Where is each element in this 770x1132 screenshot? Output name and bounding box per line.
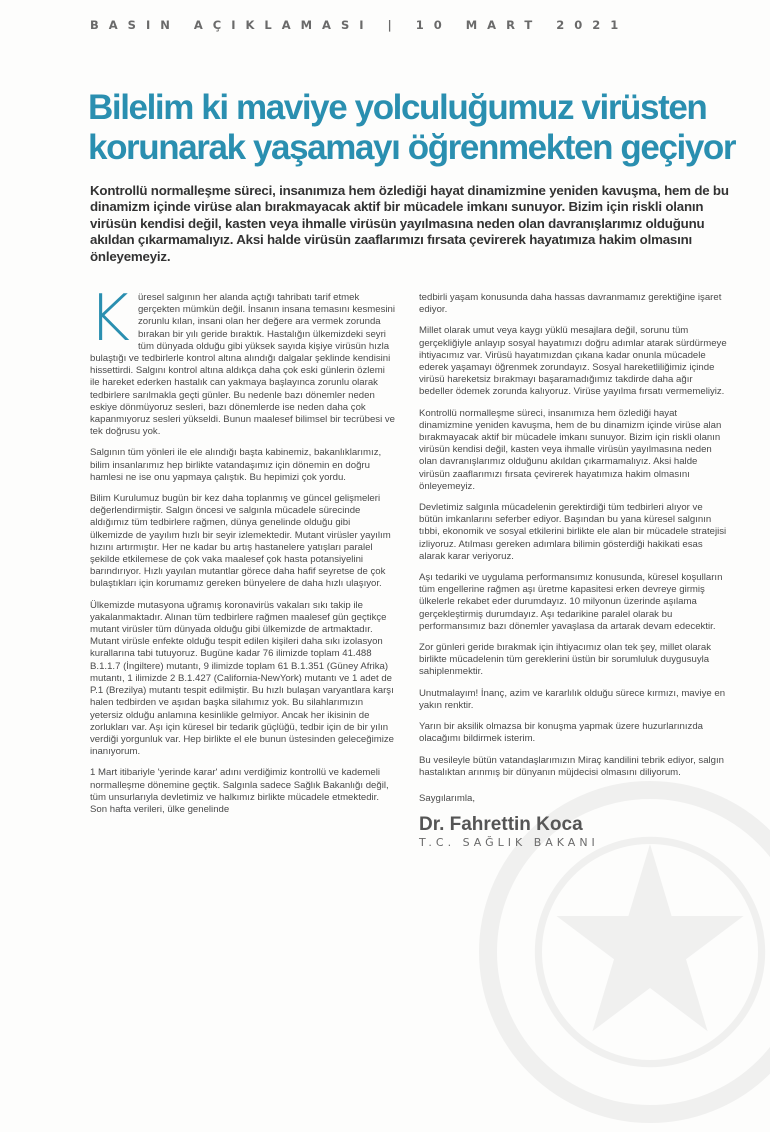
lead-paragraph: Kontrollü normalleşme süreci, insanımıza hem özlediği hayat dinamizmine yeniden kavuşma, hem de bu dinamizm içinde virüse alan bırakmayacak aktif bir mücadele imkanı sunuyor. Bizim için riskli olanın virüsün kendisi değil, kasten veya ihmalle virüsün yayılmasına neden olan davranışlarımız olduğunu akıldan çıkarmamalıyız. Aksi halde virüsün zaaflarımızı fırsata çevirerek hayatımıza hakim olmasını önleyemeyiz. [90, 183, 729, 264]
left-column [88, 282, 396, 825]
page-title: Bilelim ki maviye yolculuğumuz virüsten korunarak yaşamayı öğrenmekten geçiyor [88, 88, 736, 167]
paragraph: Yarın bir aksilik olmazsa bir konuşma yapmak üzere huzurlarınızda olacağımı bildirmek isterim. [419, 721, 704, 745]
drop-cap: K [88, 282, 130, 356]
paragraph: 1 Mart itibariyle 'yerinde karar' adını verdiğimiz kontrollü ve kademeli normalleşme dönemine geçtik. Salgınla sadece Sağlık Bakanlığı değil, tüm unsurlarıyla devletimiz ve halkımız birlikte mücadele etmektedir. Son hafta verileri, ülke genelinde [90, 767, 389, 815]
paragraph: Bu vesileyle bütün vatandaşlarımızın Miraç kandilini tebrik ediyor, salgın hastalıktan arınmış bir dünyanın müjdecisi olmasını diliyorum. [419, 754, 725, 778]
signature-role: T.C. SAĞLIK BAKANI [419, 836, 599, 850]
paragraph: Zor günleri geride bırakmak için ihtiyacımız olan tek şey, millet olarak birlikte mücadelenin tüm gereklerini üstün bir sorumluluk duygusuyla sahiplenmektir. [419, 642, 712, 678]
paragraph [88, 282, 396, 438]
paragraph: Kontrollü normalleşme süreci, insanımıza hem özlediği hayat dinamizmine yeniden kavuşma, hem de bu dinamizm içinde virüse alan bırakmayacak aktif bir mücadele imkanı sunuyor. Bizim için riskli olanın virüsün kendisi değil, kasten veya ihmalle virüsün yayılmasına neden olan davranışlarımız olduğunu akıldan çıkarmamalıyız. Aksi halde virüsün zaaflarımızı fırsata çevirerek hayatımıza hakim olmasını önleyemeyiz. [419, 407, 722, 492]
signature-name: Dr. Fahrettin Koca [419, 814, 583, 836]
press-release-header: BASIN AÇIKLAMASI | 10 MART 2021 [90, 18, 629, 32]
paragraph: Unutmalayım! İnanç, azim ve kararlılık olduğu sürece kırmızı, maviye en yakın renktir. [419, 687, 726, 711]
paragraph: Bilim Kurulumuz bugün bir kez daha toplanmış ve güncel gelişmeleri değerlendirmiştir. Salgın öncesi ve salgınla mücadele sürecinde aldığımız tüm tedbirlere rağmen, dünya genelinde olduğu gibi ülkemizde de yayılım hızlı bir seyir izlemektedir. Mutant virüsler yayılım hızını artırmıştır. Her ne kadar bu artış hastanelere yatışları paralel şekilde etkilemese de çok vaka maalesef çok hasta potansiyelini barındırıyor. Hızlı yayılan mutantlar görece daha hafif seyretse de çok bulaştıkları için korumamız gereken bünyelere de daha hızlı ulaşıyor. [90, 493, 391, 590]
paragraph: Ülkemizde mutasyona uğramış koronavirüs vakaları sıkı takip ile yakalanmaktadır. Alınan tüm tedbirlere rağmen maalesef gün geçtikçe mutant virüsler tüm dünyada olduğu gibi ülkemizde de artmaktadır. Mutant virüsle enfekte olduğu tespit edilen kişileri daha sıkı izolasyon kurallarına tabi tutuyoruz. Bugüne kadar 76 ilimizde toplam 41.488 B.1.1.7 (İngiltere) mutantı, 9 ilimizde toplam 61 B.1.351 (Güney Afrika) mutantı, 1 ilimizde 2 B.1.427 (California-NewYork) mutantı ve 1 adet de P.1 (Brezilya) mutantı tespit edilmiştir. Bu hızlı bulaşan varyantlara karşı halen tedbirden ve aşıdan başka silahımız yok. Bu silahlarımızın yetersiz olduğu anlamına kesinlikle gelmiyor. Ancak her ikisinin de zorlukları var. Aşı için küresel bir tedarik güçlüğü, tedbir için de bir yılın verdiği yorgunluk var. Hep birlikte el ele bunun üstesinden geleceğimize inanıyorum. [90, 599, 394, 758]
ministry-emblem-watermark-icon [470, 772, 770, 1132]
paragraph-text: üresel salgının her alanda açtığı tahribatı tarif etmek gerçekten mümkün değil. İnsanın insana temasını kesmesini zorunlu kılan, insani olan her değere ara vermek zorunda bırakan bir yılı geride bıraktık. Hastalığın ülkemizdeki seyri tüm dünyada olduğu gibi yüksek sayıda kişiye virüsün hızla bulaştığı ve tedbirlerle kontrol altına alındığı dalgalar şeklinde kendisini hissettirdi. Salgını kontrol altına aldıkça daha çok eski günlerin özlemi ile hareket ederken hastalık can yakmaya başlayınca zorunlu olarak tedbirlere sarılmakla geçti günler. Bu nedenle bazı dönemler neden eskiye dönmüyoruz sesleri, bazı dönemlerde ise neden daha çok kapanmıyoruz sesleri yükseldi. Bunun maalesef bilimsel bir tecrübesi ve tek doğrusu yok. [90, 292, 396, 438]
paragraph: Devletimiz salgınla mücadelenin gerektirdiği tüm tedbirleri alıyor ve bütün imkanlarını seferber ediyor. Başından bu yana küresel salgının tıbbi, ekonomik ve sosyal etkilerini birlikte ele alan bir mücadele stratejisi izliyoruz. Atılması gereken adımlara bilimin gösterdiği hakikati esas alarak karar veriyoruz. [419, 502, 727, 562]
paragraph: tedbirli yaşam konusunda daha hassas davranmamız gerektiğine işaret ediyor. [419, 292, 722, 316]
paragraph: Salgının tüm yönleri ile ele alındığı başta kabinemiz, bakanlıklarımız, bilim insanlarımız hep birlikte vatandaşımız için dönemin en doğru hamlesi ne ise onu yapmaya çalıştık. Bu hepimizi çok yordu. [90, 447, 382, 483]
paragraph: Aşı tedariki ve uygulama performansımız konusunda, küresel koşulların tüm engellerine rağmen aşı üretme kapasitesi erken devreye girmiş ülkelerle rekabet eder durumdayız. 10 milyonun üzerinde aşılama gerçekleştirmiş durumdayız. Aşı tedarikine paralel olarak bu performansımız bazı dönemler yavaşlasa da artarak devam edecektir. [419, 572, 723, 632]
right-column [419, 292, 729, 849]
paragraph: Millet olarak umut veya kaygı yüklü mesajlara değil, sorunu tüm gerçekliğiyle anlayıp sosyal hayatımızı doğru adımlar atarak sürdürmeye ihtiyacımız var. Virüsü hayatımızdan çıkana kadar onunla mücadele ederek yaşamayı öğrenmek zorundayız. Sosyal hareketliliğimiz içinde virüsü hareketsiz bırakmayı başaramadığımız takdirde daha ağır bedeller ödemek zorunda kalıyoruz. Virüse yayılma fırsatı vermemeliyiz. [419, 325, 727, 398]
signature-greeting: Saygılarımla, [419, 792, 475, 804]
